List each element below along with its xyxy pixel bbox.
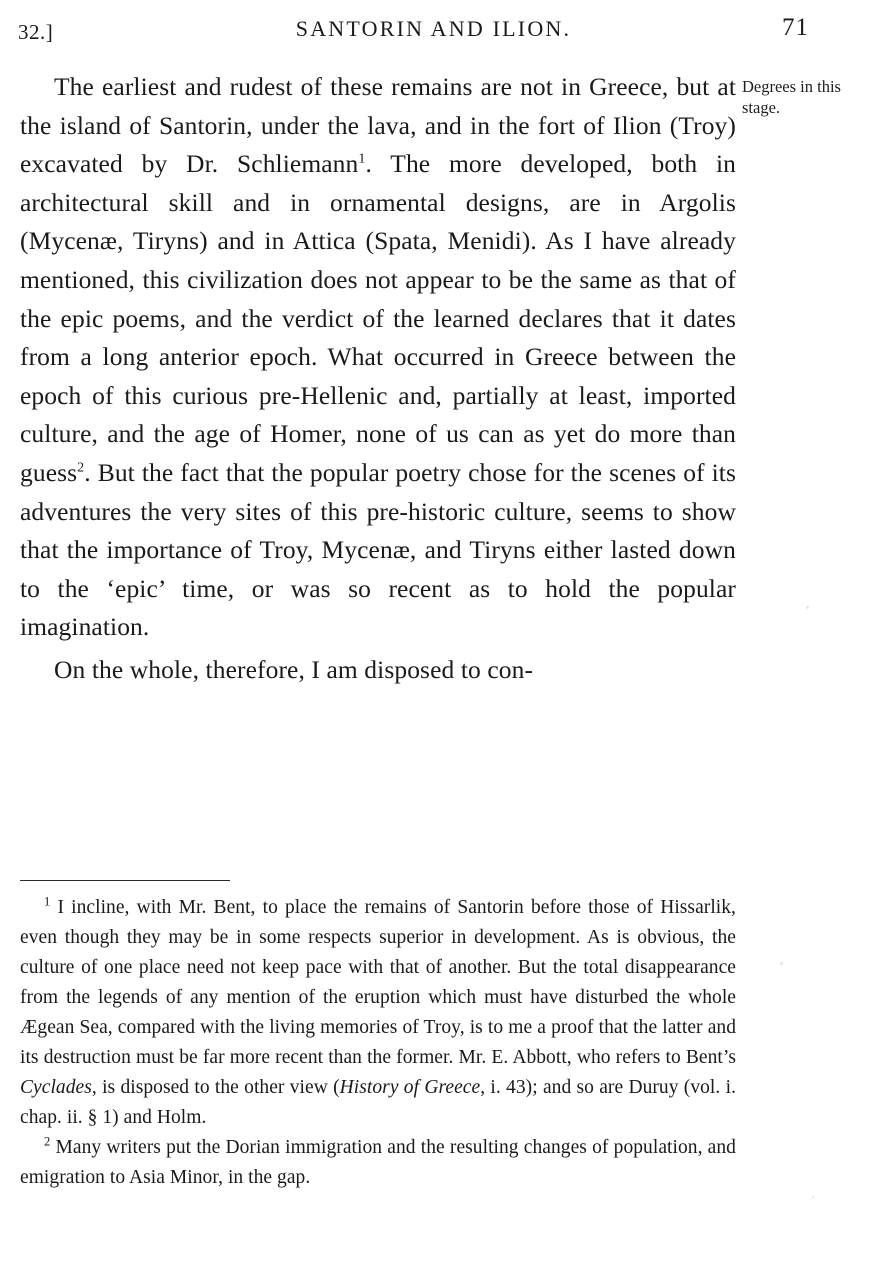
footnote-2-text-a: Many writers put the Dorian immigration and the resulting changes of population, and emigration to Asia Minor, in the gap. bbox=[20, 1137, 736, 1188]
footnote-block bbox=[20, 893, 736, 1193]
footnote-1-italic-a: Cyclades bbox=[20, 1077, 92, 1098]
chapter-folio-left: 32.] bbox=[18, 20, 54, 44]
body-text bbox=[20, 68, 736, 690]
paragraph-1 bbox=[20, 68, 736, 647]
footnote-2 bbox=[20, 1133, 736, 1193]
paragraph-1-text-c: . But the fact that the popular poetry chose for the scenes of its adventures the very sites of this pre-historic culture, seems to show that the importance of Troy, Mycenæ, and Tiryns either lasted down to the ‘epic’ time, or was so recent as to hold the popular imagination. bbox=[20, 457, 736, 642]
scan-speckle bbox=[780, 962, 783, 965]
footnote-ref-1[interactable]: 1 bbox=[358, 151, 366, 167]
paragraph-1-text-b: . The more developed, both in architectural skill and in ornamental designs, are in Argolis (Mycenæ, Tiryns) and in Attica (Spata, Menidi). As I have already mentioned, this civilization does not appear to be the same as that of the epic poems, and the verdict of the learned declares that it dates from a long anterior epoch. What occurred in Greece between the epoch of this curious pre-Hellenic and, partially at least, imported culture, and the age of Homer, none of us can as yet do more than guess bbox=[20, 149, 737, 487]
paragraph-2: On the whole, therefore, I am disposed to con- bbox=[54, 654, 534, 684]
footnote-1-mark: 1 bbox=[44, 894, 51, 909]
scan-speckle bbox=[812, 1196, 814, 1198]
marginal-gloss: Degrees in this stage. bbox=[742, 77, 841, 117]
page-number: 71 bbox=[782, 14, 809, 41]
footnote-separator bbox=[20, 880, 230, 881]
footnote-1-italic-b: History of Greece bbox=[339, 1077, 481, 1098]
footnote-1 bbox=[20, 893, 736, 1133]
running-title: SANTORIN AND ILION. bbox=[295, 16, 572, 41]
footnote-1-text-b: , is disposed to the other view ( bbox=[91, 1077, 340, 1098]
footnote-2-mark: 2 bbox=[44, 1134, 51, 1149]
paragraph-1-text-a: The earliest and rudest of these remains are not in Greece, but at the island of Santorin, under the lava, and in the fort of Ilion (Troy) excavated by Dr. Schliemann bbox=[20, 72, 736, 179]
footnote-1-text-c: , i. 43); and so are Duruy (vol. i. chap. ii. § 1) and Holm. bbox=[20, 1077, 736, 1128]
page-header bbox=[18, 14, 849, 48]
scan-speckle bbox=[806, 606, 809, 609]
footnote-1-text-a: I incline, with Mr. Bent, to place the remains of Santorin before those of Hissarlik, even though they may be in some respects superior in development. As is obvious, the culture of one place need not keep pace with that of another. But the total disappearance from the legends of any mention of the eruption which must have disturbed the whole Ægean Sea, compared with the living memories of Troy, is to me a proof that the latter and its destruction must be far more recent than the former. Mr. E. Abbott, who refers to Bent’s bbox=[20, 897, 736, 1068]
footnote-ref-2[interactable]: 2 bbox=[77, 460, 85, 476]
